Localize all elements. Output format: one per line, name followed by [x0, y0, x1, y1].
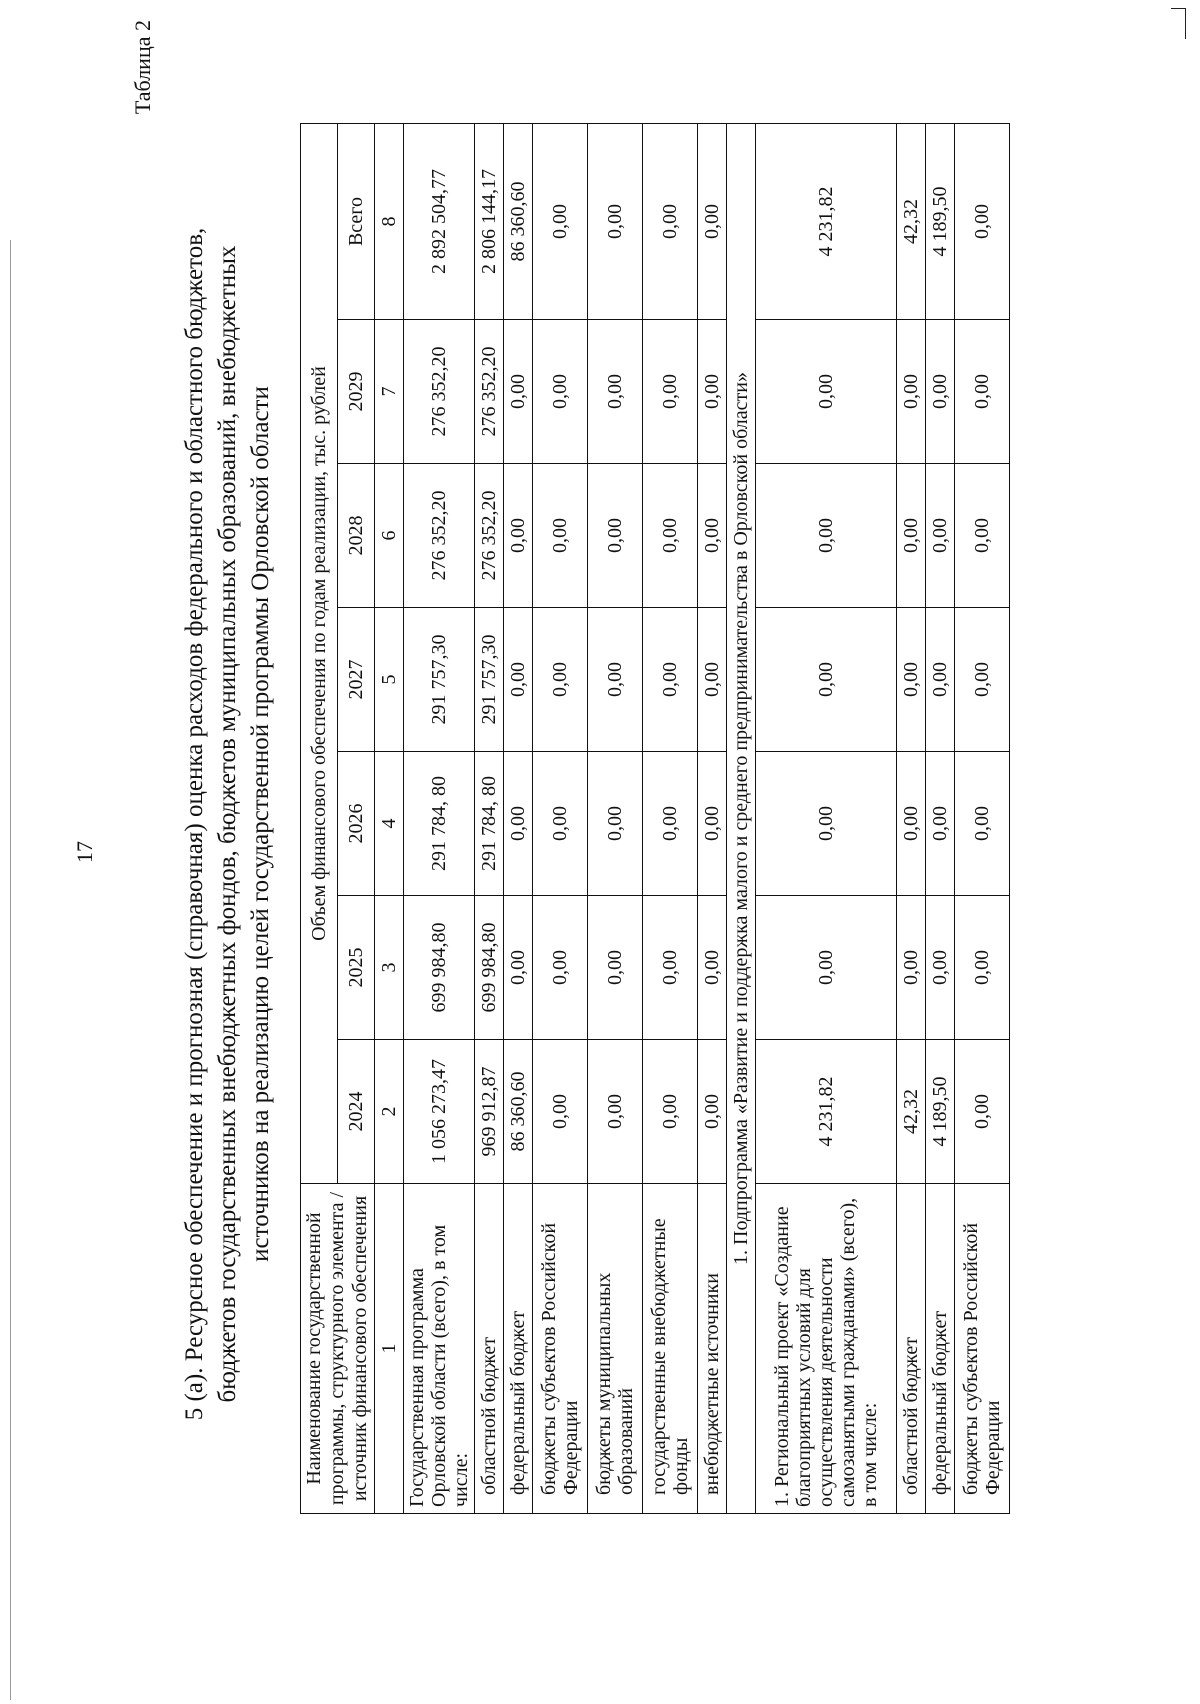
header-year: 2029 [338, 320, 375, 464]
row-total-value: 2 892 504,77 [404, 124, 475, 320]
title-line-1: 5 (а). Ресурсное обеспечение и прогнозная (справочная) оценка расходов федерального и областного бюджетов, [181, 227, 208, 1421]
row-year-value: 0,00 [926, 464, 955, 608]
section-heading: 1. Подпрограмма «Развитие и поддержка малого и среднего предпринимательства в Орловской области» [727, 124, 756, 1514]
row-year-value: 0,00 [955, 896, 1010, 1040]
row-total-value: 0,00 [588, 124, 643, 320]
row-year-value: 4 231,82 [756, 1040, 897, 1184]
table-row [643, 124, 698, 1514]
row-total-value: 4 231,82 [756, 124, 897, 320]
row-year-value: 0,00 [588, 320, 643, 464]
row-year-value: 0,00 [533, 1040, 588, 1184]
row-year-value: 0,00 [504, 896, 533, 1040]
table-row [504, 124, 533, 1514]
row-year-value: 86 360,60 [504, 1040, 533, 1184]
row-label: бюджеты субъектов Российской Федерации [533, 1184, 588, 1514]
row-year-value: 291 784, 80 [404, 752, 475, 896]
row-year-value: 0,00 [643, 464, 698, 608]
table-row [756, 124, 897, 1514]
table-row [533, 124, 588, 1514]
header-year: 2026 [338, 752, 375, 896]
row-label: внебюджетные источники [698, 1184, 727, 1514]
row-year-value: 0,00 [698, 320, 727, 464]
row-year-value: 0,00 [897, 320, 926, 464]
header-year: 2027 [338, 608, 375, 752]
row-year-value: 0,00 [955, 752, 1010, 896]
row-total-value: 42,32 [897, 124, 926, 320]
table-row [897, 124, 926, 1514]
column-index: 4 [375, 752, 404, 896]
header-group: Объем финансового обеспечения по годам реализации, тыс. рублей [301, 124, 338, 1184]
header-year: 2025 [338, 896, 375, 1040]
row-total-value: 0,00 [643, 124, 698, 320]
row-label: бюджеты субъектов Российской Федерации [955, 1184, 1010, 1514]
row-year-value: 0,00 [926, 320, 955, 464]
row-year-value: 0,00 [504, 752, 533, 896]
column-index: 7 [375, 320, 404, 464]
row-year-value: 276 352,20 [404, 464, 475, 608]
column-index: 3 [375, 896, 404, 1040]
table-row [475, 124, 504, 1514]
row-total-value: 2 806 144,17 [475, 124, 504, 320]
table-body-section [756, 124, 1010, 1514]
row-total-value: 4 189,50 [926, 124, 955, 320]
row-year-value: 0,00 [756, 608, 897, 752]
row-year-value: 0,00 [756, 464, 897, 608]
row-year-value: 0,00 [504, 464, 533, 608]
row-year-value: 0,00 [955, 1040, 1010, 1184]
row-year-value: 0,00 [588, 752, 643, 896]
row-year-value: 0,00 [955, 320, 1010, 464]
row-year-value: 0,00 [926, 752, 955, 896]
title-line-2: бюджетов государственных внебюджетных фондов, бюджетов муниципальных образований, внебюджетных [214, 245, 241, 1403]
row-year-value: 0,00 [643, 608, 698, 752]
row-total-value: 0,00 [955, 124, 1010, 320]
title-line-3: источников на реализацию целей государственной программы Орловской области [247, 386, 274, 1262]
table-label: Таблица 2 [130, 20, 155, 115]
row-label: федеральный бюджет [926, 1184, 955, 1514]
row-year-value: 0,00 [698, 1040, 727, 1184]
table-row [404, 124, 475, 1514]
table-row [588, 124, 643, 1514]
row-year-value: 0,00 [926, 608, 955, 752]
row-year-value: 0,00 [756, 320, 897, 464]
header-total: Всего [338, 124, 375, 320]
column-index: 1 [375, 1184, 404, 1514]
row-year-value: 0,00 [897, 464, 926, 608]
row-year-value: 276 352,20 [475, 464, 504, 608]
header-name-column: Наименование государственной программы, структурного элемента / источник финансового обеспечения [301, 1184, 375, 1514]
column-index: 5 [375, 608, 404, 752]
row-year-value: 0,00 [504, 320, 533, 464]
row-year-value: 291 757,30 [404, 608, 475, 752]
row-label: областной бюджет [897, 1184, 926, 1514]
table-row [926, 124, 955, 1514]
table-row [698, 124, 727, 1514]
row-year-value: 276 352,20 [475, 320, 504, 464]
row-year-value: 0,00 [588, 1040, 643, 1184]
row-year-value: 0,00 [897, 608, 926, 752]
row-label: государственные внебюджетные фонды [643, 1184, 698, 1514]
row-year-value: 0,00 [756, 752, 897, 896]
row-label: федеральный бюджет [504, 1184, 533, 1514]
row-year-value: 0,00 [643, 896, 698, 1040]
row-year-value: 291 784, 80 [475, 752, 504, 896]
row-year-value: 0,00 [926, 896, 955, 1040]
row-year-value: 0,00 [533, 464, 588, 608]
row-year-value: 0,00 [533, 752, 588, 896]
row-year-value: 0,00 [955, 608, 1010, 752]
budget-table-wrap [300, 124, 1010, 1514]
row-year-value: 0,00 [504, 608, 533, 752]
row-total-value: 86 360,60 [504, 124, 533, 320]
table-section [727, 124, 756, 1514]
row-year-value: 0,00 [588, 896, 643, 1040]
row-year-value: 0,00 [897, 752, 926, 896]
row-year-value: 0,00 [588, 608, 643, 752]
row-year-value: 42,32 [897, 1040, 926, 1184]
row-year-value: 0,00 [643, 752, 698, 896]
row-year-value: 291 757,30 [475, 608, 504, 752]
row-total-value: 0,00 [533, 124, 588, 320]
row-year-value: 0,00 [897, 896, 926, 1040]
row-year-value: 0,00 [643, 320, 698, 464]
row-year-value: 699 984,80 [404, 896, 475, 1040]
row-year-value: 4 189,50 [926, 1040, 955, 1184]
row-year-value: 0,00 [643, 1040, 698, 1184]
row-year-value: 0,00 [698, 464, 727, 608]
column-index: 6 [375, 464, 404, 608]
row-year-value: 0,00 [698, 608, 727, 752]
table-row [955, 124, 1010, 1514]
row-year-value: 0,00 [698, 752, 727, 896]
column-index: 2 [375, 1040, 404, 1184]
document-title [178, 124, 277, 1524]
table-body-main [404, 124, 727, 1514]
row-year-value: 0,00 [756, 896, 897, 1040]
header-year: 2028 [338, 464, 375, 608]
column-index: 8 [375, 124, 404, 320]
row-label: областной бюджет [475, 1184, 504, 1514]
row-year-value: 0,00 [588, 464, 643, 608]
row-year-value: 0,00 [533, 320, 588, 464]
row-label: бюджеты муниципальных образований [588, 1184, 643, 1514]
row-year-value: 0,00 [698, 896, 727, 1040]
row-label: Государственная программа Орловской области (всего), в том числе: [404, 1184, 475, 1514]
row-year-value: 0,00 [533, 608, 588, 752]
budget-table [300, 123, 1010, 1514]
row-year-value: 969 912,87 [475, 1040, 504, 1184]
row-label: 1. Региональный проект «Создание благоприятных условий для осуществления деятельности самозанятыми гражданами» (всего), в том числе: [756, 1184, 897, 1514]
row-year-value: 0,00 [955, 464, 1010, 608]
row-year-value: 276 352,20 [404, 320, 475, 464]
row-year-value: 699 984,80 [475, 896, 504, 1040]
row-year-value: 1 056 273,47 [404, 1040, 475, 1184]
row-total-value: 0,00 [698, 124, 727, 320]
header-year: 2024 [338, 1040, 375, 1184]
row-year-value: 0,00 [533, 896, 588, 1040]
page-number: 17 [72, 841, 97, 863]
